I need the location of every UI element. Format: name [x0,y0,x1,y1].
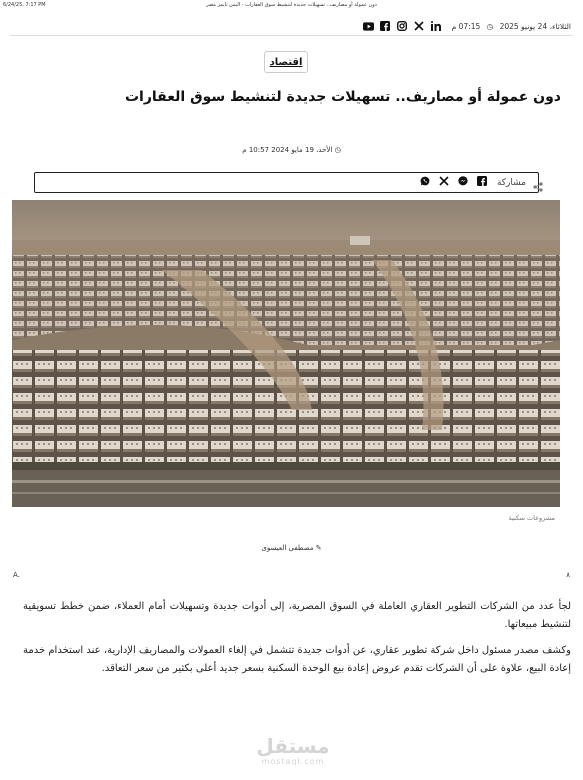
aerial-city-photo [12,200,560,507]
author-line [0,544,583,552]
instagram-icon[interactable] [397,21,408,32]
linkedin-icon[interactable] [431,21,442,32]
view-count: ٨ [566,571,570,579]
date-text: الثلاثاء، 24 يونيو 2025 [499,21,571,31]
social-links [363,21,442,32]
current-date [452,22,571,31]
clock-icon: ◷ [334,146,341,154]
text-size-controls [12,571,571,581]
paragraph: لجأ عدد من الشركات التطوير العقاري العاملة في السوق المصرية، إلى أدوات جديدة وتسهيلات أمام العملاء، ضمن خطط تسويقية لتنشيط مبيعاتها. [23,601,571,630]
whatsapp-icon[interactable] [420,176,430,189]
image-caption: مشروعات سكنية [508,514,555,522]
watermark [253,735,333,766]
category-label: اقتصاد [269,56,303,68]
facebook-icon[interactable] [380,21,391,32]
article-title: دون عمولة أو مصاريف.. تسهيلات جديدة لتنشيط سوق العقارات [124,89,561,105]
print-header [0,0,583,10]
share-buttons [420,176,487,189]
time-text: 07:15 م [451,21,481,31]
facebook-icon[interactable] [477,176,487,189]
top-bar [12,17,571,35]
share-icon[interactable] [533,177,543,187]
watermark-latin: mostaql.com [261,757,325,766]
share-bar [34,172,539,193]
watermark-arabic: مستقل [256,734,330,758]
x-icon[interactable] [414,21,425,32]
share-label: مشاركة [496,177,526,188]
publish-date-text: الأحد، 19 مايو 2024 10:57 م [242,146,333,154]
youtube-icon[interactable] [363,21,374,32]
paragraph: وكشف مصدر مسئول داخل شركة تطوير عقاري، عن أدوات جديدة تتشمل في إلغاء العمولات والمصاريف الإدارية، عند استخدام خدمة إعادة البيع، علاوة على أن الشركات تقدم عروض إعادة بيع الوحدة السكنية بسعر جديد أعلى بكثير من سعر التعاقد. [23,645,571,674]
publish-date [0,146,583,154]
author-name[interactable]: مصطفى العيسوى [261,544,314,552]
pencil-icon: ✎ [315,544,322,552]
x-icon[interactable] [439,176,449,189]
print-page-title: دون عمولة أو مصاريف.. تسهيلات جديدة لتنشيط سوق العقارات - اليمن تايمز مصر [206,2,377,8]
article-body [23,598,571,686]
category-tag[interactable] [264,51,308,73]
print-timestamp: 6/24/25, 7:17 PM [3,2,46,8]
top-divider [10,35,573,36]
article-image [12,200,560,507]
clock-icon: ◷ [486,21,494,31]
font-size-button[interactable]: A. [13,571,20,579]
messenger-icon[interactable] [458,176,468,189]
